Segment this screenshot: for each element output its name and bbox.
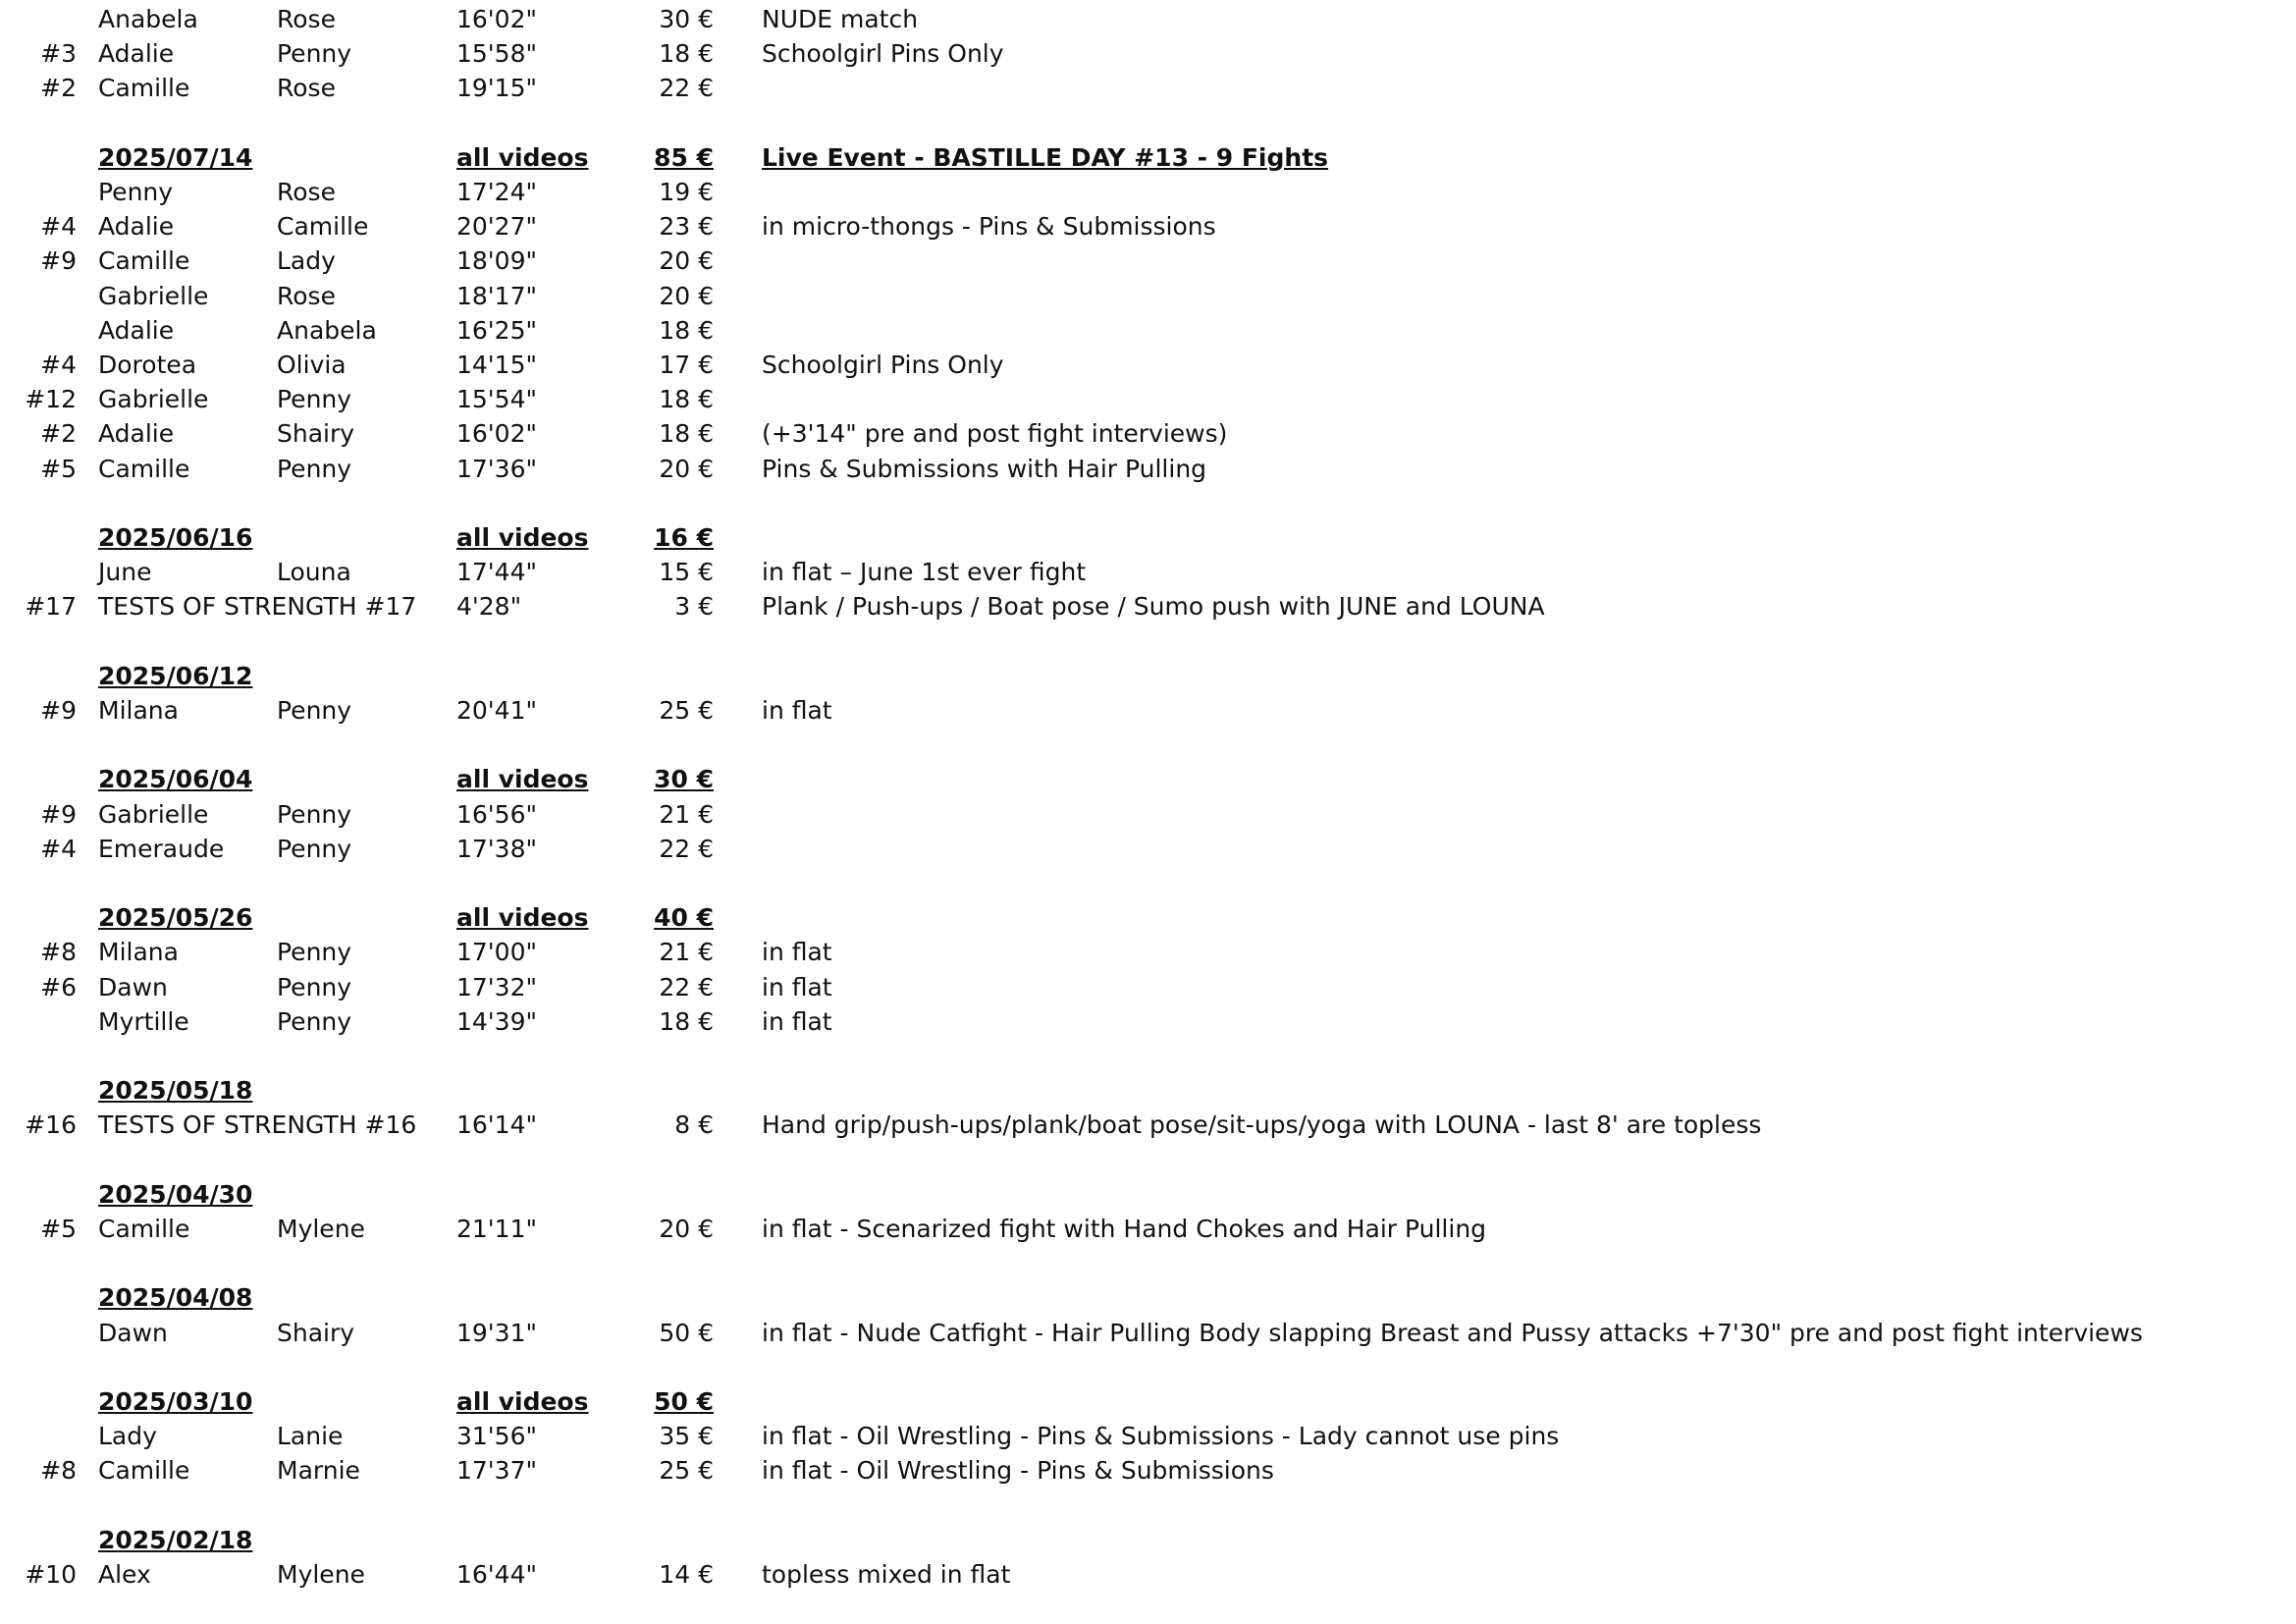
series-number: #3 — [40, 39, 77, 69]
series-number: #4 — [40, 212, 77, 242]
fighter-one: Penny — [98, 178, 174, 206]
video-duration: 19'15" — [456, 74, 537, 103]
video-price: 23 € — [659, 212, 714, 242]
video-price: 50 € — [659, 1318, 714, 1347]
fighter-two: Penny — [277, 972, 352, 1001]
video-note: in micro-thongs - Pins & Submissions — [762, 212, 1216, 242]
series-number: #2 — [40, 74, 77, 103]
video-duration: 17'37" — [456, 1456, 537, 1486]
release-date-header — [0, 1073, 2296, 1108]
series-number: #12 — [25, 385, 77, 414]
video-price: 20 € — [659, 454, 714, 483]
release-date-header — [0, 1384, 2296, 1419]
release-date-header — [0, 1523, 2296, 1557]
video-row — [0, 1212, 2296, 1246]
fighter-one: Emeraude — [98, 834, 225, 863]
video-note: topless mixed in flat — [762, 1560, 1011, 1589]
fighter-two: Rose — [277, 5, 336, 33]
fighter-two: Penny — [277, 938, 352, 967]
video-note: in flat - Oil Wrestling - Pins & Submissions — [762, 1456, 1274, 1486]
video-duration: 16'25" — [456, 315, 537, 345]
video-row — [0, 935, 2296, 969]
release-date-header — [0, 659, 2296, 693]
release-date: 2025/05/18 — [98, 1076, 253, 1106]
bundle-price: 30 € — [654, 765, 714, 794]
fighter-one: TESTS OF STRENGTH #16 — [98, 1110, 417, 1140]
video-price: 25 € — [659, 696, 714, 725]
fighter-two: Olivia — [277, 351, 347, 379]
video-row — [0, 416, 2296, 451]
video-price: 3 € — [674, 592, 714, 622]
video-price: 17 € — [659, 351, 714, 379]
video-duration: 17'38" — [456, 834, 537, 863]
video-row — [0, 589, 2296, 623]
fighter-one: Milana — [98, 938, 179, 967]
video-duration: 18'09" — [456, 246, 537, 276]
fighter-one: Camille — [98, 454, 190, 483]
fighter-two: Marnie — [277, 1456, 360, 1486]
video-price: 20 € — [659, 246, 714, 276]
video-row — [0, 1108, 2296, 1142]
fighter-one: June — [98, 558, 152, 587]
video-note: Schoolgirl Pins Only — [762, 39, 1004, 69]
all-videos-label: all videos — [456, 523, 589, 552]
fighter-one: Myrtille — [98, 1006, 189, 1036]
release-date: 2025/03/10 — [98, 1387, 253, 1416]
video-duration: 20'27" — [456, 212, 537, 242]
fighter-two: Penny — [277, 454, 352, 483]
fighter-two: Mylene — [277, 1215, 365, 1243]
bundle-price: 16 € — [654, 523, 714, 552]
video-row — [0, 555, 2296, 589]
video-price: 18 € — [659, 385, 714, 414]
video-row — [0, 313, 2296, 348]
fighter-one: Adalie — [98, 212, 175, 242]
fighter-one: Adalie — [98, 315, 175, 345]
video-duration: 17'24" — [456, 178, 537, 206]
fighter-two: Penny — [277, 799, 352, 829]
video-duration: 17'44" — [456, 558, 537, 587]
video-note: in flat – June 1st ever fight — [762, 558, 1087, 587]
release-date-header — [0, 140, 2296, 175]
video-price: 21 € — [659, 938, 714, 967]
series-number: #9 — [40, 696, 77, 725]
video-duration: 14'15" — [456, 351, 537, 379]
video-duration: 4'28" — [456, 592, 522, 622]
video-price: 19 € — [659, 178, 714, 206]
fighter-one: Milana — [98, 696, 179, 725]
video-duration: 16'44" — [456, 1560, 537, 1589]
fighter-one: Gabrielle — [98, 799, 209, 829]
video-duration: 17'32" — [456, 972, 537, 1001]
fighter-two: Rose — [277, 74, 336, 103]
fighter-two: Louna — [277, 558, 351, 587]
fighter-one: Camille — [98, 74, 190, 103]
release-date-header — [0, 900, 2296, 935]
series-number: #10 — [25, 1560, 77, 1589]
fighter-one: Anabela — [98, 5, 198, 33]
video-price: 14 € — [659, 1560, 714, 1589]
fighter-two: Rose — [277, 281, 336, 310]
video-duration: 16'02" — [456, 5, 537, 33]
video-note: Hand grip/push-ups/plank/boat pose/sit-ups/yoga with LOUNA - last 8' are topless — [762, 1110, 1762, 1140]
video-duration: 15'54" — [456, 385, 537, 414]
video-row — [0, 71, 2296, 105]
video-row — [0, 36, 2296, 71]
fighter-one: Gabrielle — [98, 281, 209, 310]
fighter-two: Shairy — [277, 419, 355, 449]
video-duration: 17'00" — [456, 938, 537, 967]
fighter-one: Alex — [98, 1560, 151, 1589]
release-date-header — [0, 1177, 2296, 1212]
video-row — [0, 1419, 2296, 1453]
video-price: 8 € — [674, 1110, 714, 1140]
all-videos-label: all videos — [456, 903, 589, 933]
series-number: #9 — [40, 799, 77, 829]
series-number: #8 — [40, 1456, 77, 1486]
video-duration: 15'58" — [456, 39, 537, 69]
release-date-header — [0, 1280, 2296, 1315]
video-row — [0, 452, 2296, 486]
fighter-one: Camille — [98, 246, 190, 276]
video-price: 22 € — [659, 74, 714, 103]
video-row — [0, 970, 2296, 1004]
fighter-two: Penny — [277, 39, 352, 69]
all-videos-label: all videos — [456, 765, 589, 794]
video-note: in flat - Scenarized fight with Hand Chokes and Hair Pulling — [762, 1215, 1487, 1243]
release-date: 2025/06/16 — [98, 523, 253, 552]
fighter-two: Rose — [277, 178, 336, 206]
video-note: NUDE match — [762, 5, 919, 33]
video-row — [0, 1557, 2296, 1592]
fighter-one: Adalie — [98, 39, 175, 69]
series-number: #5 — [40, 454, 77, 483]
fighter-one: Dawn — [98, 1318, 168, 1347]
video-row — [0, 382, 2296, 416]
release-date-header — [0, 520, 2296, 555]
video-duration: 20'41" — [456, 696, 537, 725]
video-row — [0, 279, 2296, 313]
fighter-one: Dawn — [98, 972, 168, 1001]
video-note: in flat - Oil Wrestling - Pins & Submissions - Lady cannot use pins — [762, 1422, 1560, 1451]
video-duration: 31'56" — [456, 1422, 537, 1451]
video-row — [0, 348, 2296, 382]
bundle-price: 85 € — [654, 142, 714, 172]
video-note: (+3'14" pre and post fight interviews) — [762, 419, 1228, 449]
video-note: Schoolgirl Pins Only — [762, 351, 1004, 379]
series-number: #17 — [25, 592, 77, 622]
video-note: Pins & Submissions with Hair Pulling — [762, 454, 1207, 483]
video-price: 21 € — [659, 799, 714, 829]
release-date: 2025/04/30 — [98, 1179, 253, 1209]
series-number: #4 — [40, 834, 77, 863]
video-price: 30 € — [659, 5, 714, 33]
video-note: in flat - Nude Catfight - Hair Pulling Body slapping Breast and Pussy attacks +7'30" pre and post fight interviews — [762, 1318, 2143, 1347]
bundle-price: 50 € — [654, 1387, 714, 1416]
fighter-two: Mylene — [277, 1560, 365, 1589]
series-number: #9 — [40, 246, 77, 276]
fighter-one: Camille — [98, 1215, 190, 1243]
video-price: 22 € — [659, 972, 714, 1001]
video-row — [0, 797, 2296, 832]
series-number: #4 — [40, 351, 77, 379]
video-note: in flat — [762, 1006, 832, 1036]
fighter-two: Camille — [277, 212, 369, 242]
video-row — [0, 2, 2296, 36]
fighter-one: Adalie — [98, 419, 175, 449]
fighter-two: Shairy — [277, 1318, 355, 1347]
release-date: 2025/06/12 — [98, 661, 253, 690]
video-price: 15 € — [659, 558, 714, 587]
fighter-two: Lanie — [277, 1422, 344, 1451]
event-title: Live Event - BASTILLE DAY #13 - 9 Fights — [762, 142, 1329, 172]
video-row — [0, 1316, 2296, 1350]
series-number: #16 — [25, 1110, 77, 1140]
bundle-price: 40 € — [654, 903, 714, 933]
video-note: in flat — [762, 938, 832, 967]
release-date: 2025/04/08 — [98, 1283, 253, 1313]
video-row — [0, 175, 2296, 209]
release-date: 2025/07/14 — [98, 142, 253, 172]
video-row — [0, 693, 2296, 728]
video-row — [0, 244, 2296, 278]
fighter-two: Penny — [277, 696, 352, 725]
video-note: in flat — [762, 696, 832, 725]
video-price: 20 € — [659, 281, 714, 310]
video-price: 22 € — [659, 834, 714, 863]
video-price: 18 € — [659, 419, 714, 449]
fighter-two: Anabela — [277, 315, 377, 345]
all-videos-label: all videos — [456, 142, 589, 172]
video-note: in flat — [762, 972, 832, 1001]
fighter-one: Dorotea — [98, 351, 197, 379]
video-price: 35 € — [659, 1422, 714, 1451]
video-price: 25 € — [659, 1456, 714, 1486]
video-price: 18 € — [659, 315, 714, 345]
video-price: 18 € — [659, 39, 714, 69]
release-date: 2025/06/04 — [98, 765, 253, 794]
fighter-one: Camille — [98, 1456, 190, 1486]
video-row — [0, 1004, 2296, 1039]
video-duration: 21'11" — [456, 1215, 537, 1243]
fighter-two: Penny — [277, 834, 352, 863]
series-number: #6 — [40, 972, 77, 1001]
video-duration: 16'14" — [456, 1110, 537, 1140]
series-number: #2 — [40, 419, 77, 449]
video-note: Plank / Push-ups / Boat pose / Sumo push with JUNE and LOUNA — [762, 592, 1545, 622]
video-row — [0, 209, 2296, 244]
release-date-header — [0, 762, 2296, 796]
fighter-two: Penny — [277, 385, 352, 414]
video-duration: 16'02" — [456, 419, 537, 449]
video-price: 18 € — [659, 1006, 714, 1036]
series-number: #8 — [40, 938, 77, 967]
fighter-one: Gabrielle — [98, 385, 209, 414]
release-date: 2025/05/26 — [98, 903, 253, 933]
all-videos-label: all videos — [456, 1387, 589, 1416]
series-number: #5 — [40, 1215, 77, 1243]
fighter-two: Penny — [277, 1006, 352, 1036]
video-duration: 14'39" — [456, 1006, 537, 1036]
video-duration: 18'17" — [456, 281, 537, 310]
release-date: 2025/02/18 — [98, 1525, 253, 1554]
fighter-two: Lady — [277, 246, 336, 276]
fighter-one: Lady — [98, 1422, 157, 1451]
video-duration: 17'36" — [456, 454, 537, 483]
video-duration: 16'56" — [456, 799, 537, 829]
video-duration: 19'31" — [456, 1318, 537, 1347]
video-row — [0, 832, 2296, 866]
fighter-one: TESTS OF STRENGTH #17 — [98, 592, 417, 622]
video-row — [0, 1453, 2296, 1488]
video-price: 20 € — [659, 1215, 714, 1243]
